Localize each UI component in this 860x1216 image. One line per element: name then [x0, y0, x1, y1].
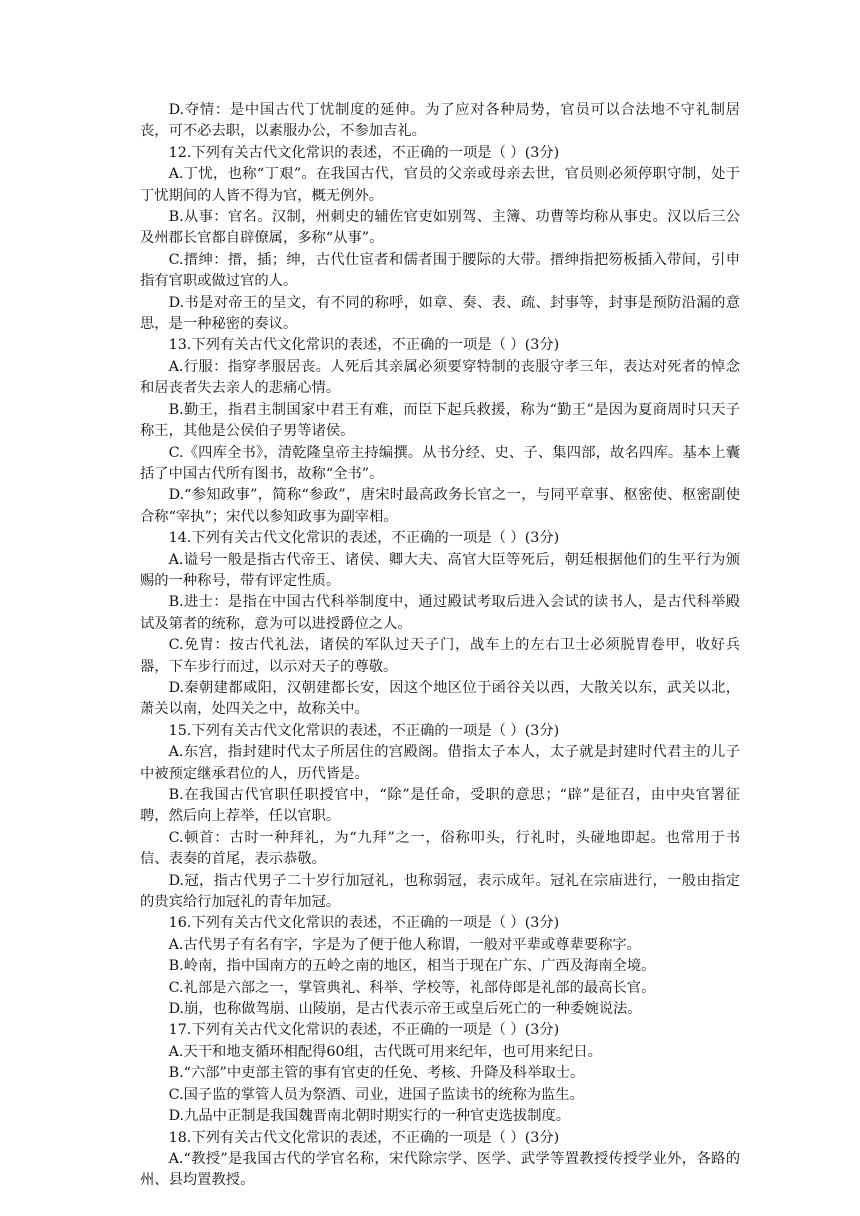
option-16-a: A.古代男子有名有字，字是为了便于他人称谓，一般对平辈或尊辈要称字。 — [168, 936, 641, 953]
option-18-a: A.“教授”是我国古代的学官名称，宋代除宗学、医学、武学等置教授传授学业外，各路的州、县均置教授。 — [140, 1150, 740, 1189]
option-14-b: B.进士：是指在中国古代科举制度中，通过殿试考取后进入会试的读书人，是古代科举殿试及第者的统称，意为可以进授爵位之人。 — [140, 594, 740, 632]
option-17-c: C.国子监的掌管人员为祭酒、司业，进国子监读书的统称为监生。 — [168, 1086, 584, 1103]
option-14-a: A.谥号一般是指古代帝王、诸侯、卿大夫、高官大臣等死后，朝廷根据他们的生平行为颁赐的一种称号，带有评定性质。 — [140, 551, 740, 589]
option-13-c: C.《四库全书》，清乾隆皇帝主持编撰。从书分经、史、子、集四部，故名四库。基本上囊括了中国古代所有图书，故称“全书”。 — [140, 444, 740, 482]
option-15-b: B.在我国古代官职任职授官中，“除”是任命，受职的意思；“辟”是征召，由中央官署征聘，然后向上荐举，任以官职。 — [140, 787, 740, 825]
option-15-a: A.东宫，指封建时代太子所居住的宫殿阁。借指太子本人，太子就是封建时代君主的儿子中被预定继承君位的人，历代皆是。 — [140, 744, 740, 782]
question-18: 18.下列有关古代文化常识的表述，不正确的一项是（ ）(3分) — [168, 1129, 560, 1146]
question-14: 14.下列有关古代文化常识的表述，不正确的一项是（ ）(3分) — [168, 530, 560, 547]
option-14-d: D.秦朝建都咸阳，汉朝建都长安，因这个地区位于函谷关以西，大散关以东，武关以北，萧关以南，处四关之中，故称关中。 — [140, 679, 740, 718]
question-17: 17.下列有关古代文化常识的表述，不正确的一项是（ ）(3分) — [168, 1022, 560, 1039]
option-13-a: A.行服：指穿孝服居丧。人死后其亲属必须要穿特制的丧服守孝三年，表达对死者的悼念和居丧者失去亲人的悲痛心情。 — [140, 358, 740, 397]
option-12-d: D.书是对帝王的呈文，有不同的称呼，如章、奏、表、疏、封事等，封事是预防沿漏的意思，是一种秘密的奏议。 — [140, 294, 740, 333]
document-page — [140, 100, 740, 1192]
option-12-c: C.搢绅：搢，插；绅，古代仕宦者和儒者围于腰际的大带。搢绅指把笏板插入带间，引申指有官职或做过官的人。 — [140, 251, 740, 290]
option-14-c: C.免胄：按古代礼法，诸侯的军队过天子门，战车上的左右卫士必须脱胄卷甲，收好兵器，下车步行而过，以示对天子的尊敬。 — [140, 637, 740, 675]
option-15-c: C.顿首：古时一种拜礼，为“九拜”之一，俗称叩头，行礼时，头碰地即起。也常用于书信、表奏的首尾，表示恭敬。 — [140, 829, 740, 868]
option-15-d: D.冠，指古代男子二十岁行加冠礼，也称弱冠，表示成年。冠礼在宗庙进行，一般由指定的贵宾给行加冠礼的青年加冠。 — [140, 872, 740, 911]
option-17-a: A.天干和地支循环相配得60组，古代既可用来纪年，也可用来纪日。 — [168, 1043, 602, 1060]
option-16-d: D.崩，也称做驾崩、山陵崩，是古代表示帝王或皇后死亡的一种委婉说法。 — [168, 1001, 642, 1018]
option-17-d: D.九品中正制是我国魏晋南北朝时期实行的一种官吏选拔制度。 — [168, 1108, 571, 1125]
option-16-c: C.礼部是六部之一，掌管典礼、科举、学校等，礼部侍郎是礼部的最高长官。 — [168, 979, 656, 996]
option-12-b: B.从事：官名。汉制，州刺史的辅佐官吏如别驾、主簿、功曹等均称从事史。汉以后三公及州郡长官都自辟僚属，多称“从事”。 — [140, 209, 740, 247]
question-15: 15.下列有关古代文化常识的表述，不正确的一项是（ ）(3分) — [168, 722, 560, 739]
question-16: 16.下列有关古代文化常识的表述，不正确的一项是（ ）(3分) — [168, 915, 560, 932]
option-17-b: B.“六部”中吏部主管的事有官吏的任免、考核、升降及科举取士。 — [168, 1065, 585, 1082]
option-12-a: A.丁忧，也称“丁艰”。在我国古代，官员的父亲或母亲去世，官员则必须停职守制，处于丁忧期间的人皆不得为官，概无例外。 — [140, 166, 740, 204]
option-13-d: D.“参知政事”，简称“参政”，唐宋时最高政务长官之一，与同平章事、枢密使、枢密副使合称“宰执”；宋代以参知政事为副宰相。 — [140, 487, 740, 525]
option-16-b: B.岭南，指中国南方的五岭之南的地区，相当于现在广东、广西及海南全境。 — [168, 958, 656, 975]
question-12: 12.下列有关古代文化常识的表述，不正确的一项是（ ）(3分) — [168, 144, 560, 161]
question-13: 13.下列有关古代文化常识的表述，不正确的一项是（ ）(3分) — [168, 337, 560, 354]
option-11-d: D.夺情：是中国古代丁忧制度的延伸。为了应对各种局势，官员可以合法地不守礼制居丧，可不必去职，以素服办公，不参加吉礼。 — [140, 102, 740, 140]
option-13-b: B.勤王，指君主制国家中君王有难，而臣下起兵救援，称为“勤王”是因为夏商周时只天子称王，其他是公侯伯子男等诸侯。 — [140, 401, 740, 440]
